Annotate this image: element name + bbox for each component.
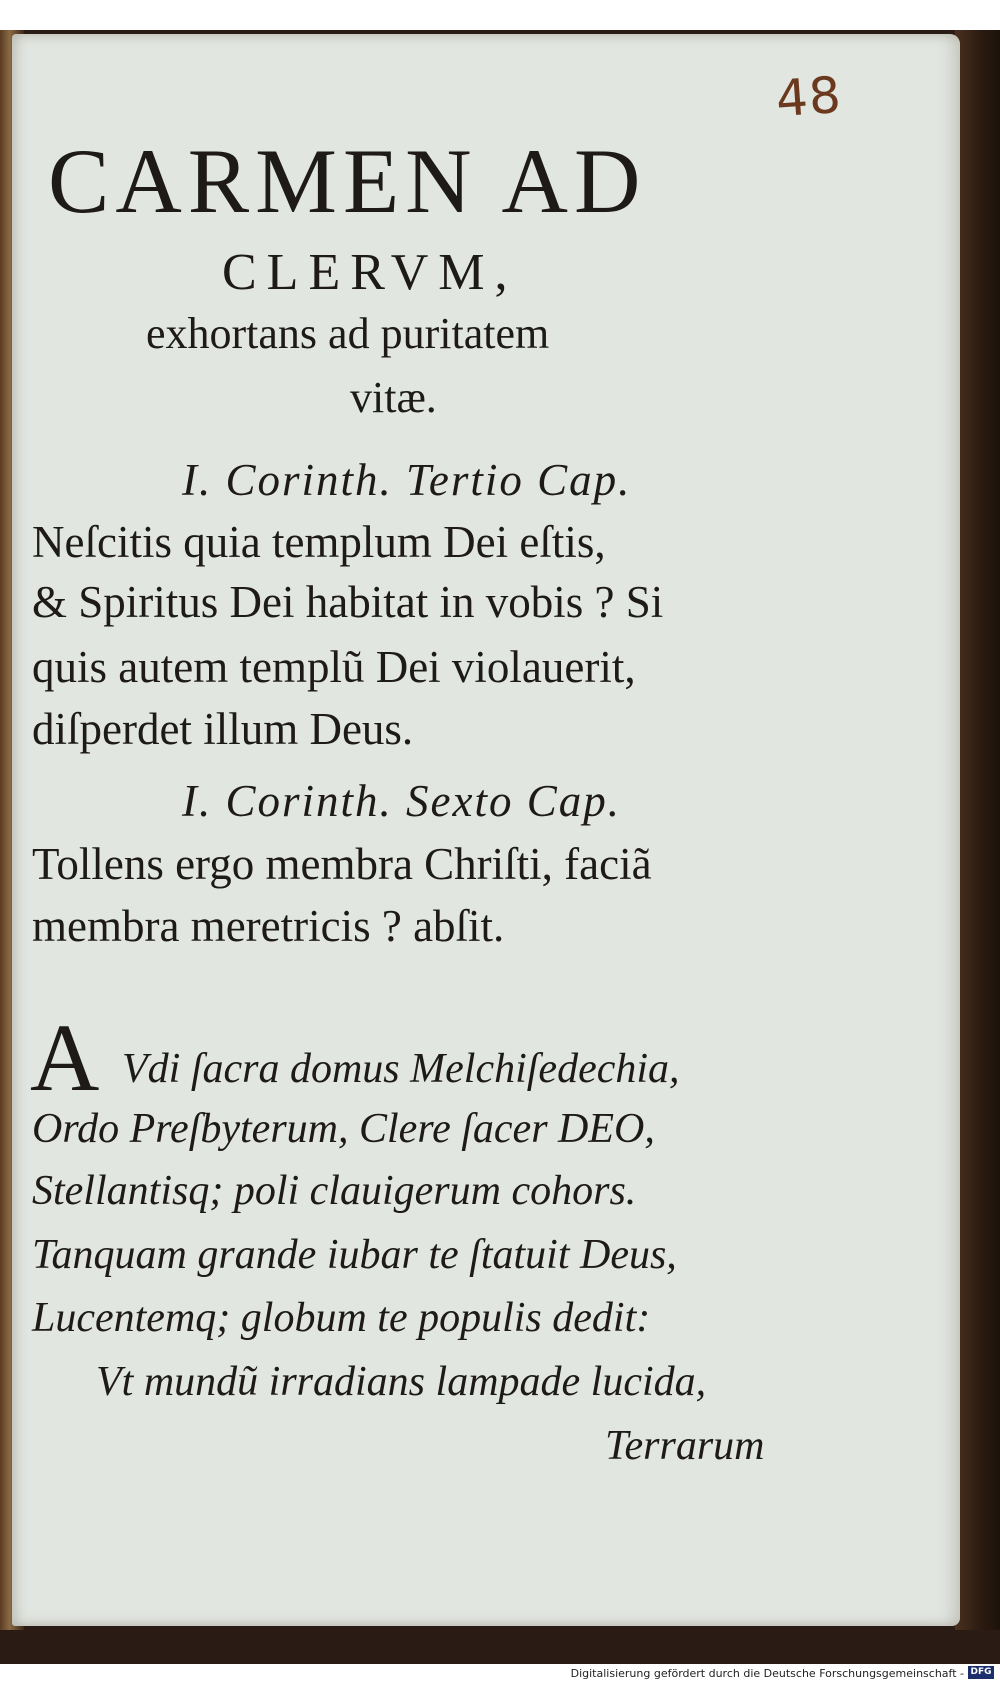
catchword: Terrarum (605, 1423, 765, 1469)
subtitle-line-2: vitæ. (350, 373, 437, 422)
quote1-line: quis autem templũ Dei violauerit, (32, 642, 636, 692)
poem-line: Tanquam grande iubar te ſtatuit Deus, (32, 1232, 677, 1278)
dfg-logo-icon: DFG (968, 1666, 994, 1679)
title-line-2: CLERVM, (222, 244, 518, 301)
poem-dropcap: A (30, 1004, 100, 1111)
poem-line: Ordo Preſbyterum, Clere ſacer DEO, (32, 1106, 655, 1152)
book-edge-right (955, 30, 1000, 1630)
poem-line: Lucentemq; globum te populis dedit: (32, 1295, 651, 1341)
poem-line: Vdi ſacra domus Melchiſedechia, (122, 1046, 680, 1092)
subtitle-line-1: exhortans ad puritatem (146, 309, 550, 358)
top-margin-strip (0, 0, 1000, 30)
citation-2: I. Corinth. Sexto Cap. (182, 776, 621, 826)
citation-1: I. Corinth. Tertio Cap. (182, 455, 632, 505)
quote2-line: membra meretricis ? abſit. (32, 901, 505, 951)
page-number: 48 (774, 65, 844, 129)
poem-line: Stellantisq; poli clauigerum cohors. (32, 1168, 637, 1214)
title-line-1: CARMEN AD (48, 130, 647, 232)
footer-credit: Digitalisierung gefördert durch die Deutsche Forschungsgemeinschaft - (570, 1667, 964, 1680)
quote1-line: Neſcitis quia templum Dei eſtis, (32, 517, 606, 567)
quote2-line: Tollens ergo membra Chriſti, faciã (32, 839, 652, 889)
quote1-line: diſperdet illum Deus. (32, 704, 414, 754)
quote1-line: & Spiritus Dei habitat in vobis ? Si (32, 577, 664, 627)
poem-line: Vt mundũ irradians lampade lucida, (96, 1359, 707, 1405)
